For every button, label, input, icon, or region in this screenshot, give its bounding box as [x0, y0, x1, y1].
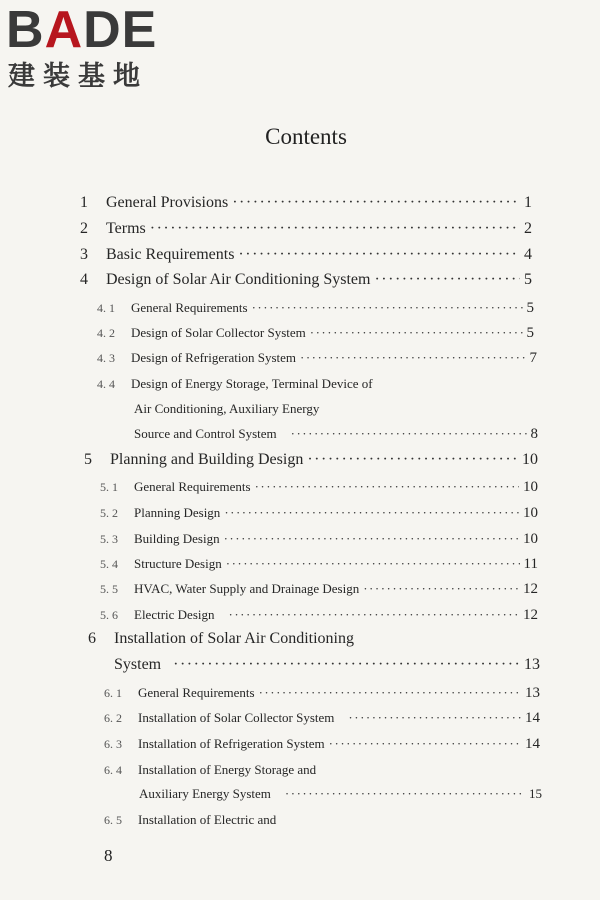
entry-title-line-1: Installation of Electric and: [138, 812, 277, 827]
toc-entry: [97, 350, 537, 367]
toc-entry: [80, 271, 532, 289]
entry-number: 5. 2: [100, 506, 118, 520]
entry-number: 4. 3: [97, 351, 115, 365]
leader-dots: [252, 300, 523, 316]
entry-title: Electric Design: [134, 607, 215, 622]
toc-entry: [104, 736, 540, 753]
toc-entry-multiline: [104, 812, 276, 828]
entry-number: 4: [80, 271, 88, 288]
entry-page: 10: [523, 479, 538, 495]
entry-number: 1: [80, 194, 88, 211]
entry-number: 5. 3: [100, 532, 118, 546]
toc-entry: [100, 607, 538, 624]
leader-dots: [255, 479, 519, 495]
entry-page: 14: [525, 710, 540, 726]
entry-title: Design of Refrigeration System: [131, 350, 296, 365]
toc-entry: [100, 581, 538, 598]
entry-title: Design of Solar Air Conditioning System: [106, 271, 371, 288]
entry-number: 6. 5: [104, 813, 122, 827]
entry-title: HVAC, Water Supply and Drainage Design: [134, 581, 360, 596]
toc-entry: [80, 220, 532, 238]
entry-title: Installation of Solar Collector System: [138, 710, 335, 725]
entry-page: 8: [530, 426, 538, 442]
entry-page: 2: [524, 220, 532, 237]
entry-number: 5. 1: [100, 480, 118, 494]
toc-entry-multiline: [104, 762, 316, 778]
entry-number: 4. 2: [97, 326, 115, 340]
entry-page: 15: [529, 786, 542, 801]
toc-entry: [104, 710, 540, 727]
entry-number: 6. 2: [104, 711, 122, 725]
entry-title: Planning Design: [134, 505, 221, 520]
toc-entry: [100, 479, 538, 496]
toc-entry: [97, 325, 534, 342]
entry-number: 5. 4: [100, 557, 118, 571]
entry-page: 13: [524, 656, 540, 673]
entry-title: General Requirements: [138, 685, 255, 700]
entry-page: 10: [523, 531, 538, 547]
leader-dots: [150, 220, 520, 238]
entry-title: Basic Requirements: [106, 246, 235, 263]
entry-title-line-1: Design of Energy Storage, Terminal Device of: [131, 376, 373, 391]
entry-page: 10: [522, 451, 538, 468]
toc-entry: [97, 300, 534, 317]
toc-entry: [84, 451, 538, 469]
entry-title-line-2: Air Conditioning, Auxiliary Energy: [134, 401, 320, 416]
entry-number: 4. 1: [97, 301, 115, 315]
entry-page: 12: [523, 581, 538, 597]
entry-page: 13: [525, 685, 540, 701]
entry-title: Design of Solar Collector System: [131, 325, 306, 340]
entry-page: 4: [524, 246, 532, 263]
toc-entry: [100, 505, 538, 522]
entry-number: 4. 4: [97, 377, 115, 391]
leader-dots: [285, 786, 525, 802]
leader-dots: [363, 581, 519, 597]
entry-title: Terms: [106, 220, 146, 237]
entry-title: General Provisions: [106, 194, 229, 211]
entry-number: 6. 3: [104, 737, 122, 751]
leader-dots: [232, 194, 520, 212]
page-number: 8: [104, 846, 113, 865]
entry-number: 3: [80, 246, 88, 263]
leader-dots: [238, 246, 520, 264]
leader-dots: [300, 350, 526, 366]
leader-dots: [224, 505, 519, 521]
entry-page: 10: [523, 505, 538, 521]
leader-dots: [348, 710, 521, 726]
toc-entry-multiline: [88, 630, 354, 648]
leader-dots: [329, 736, 521, 752]
entry-number: 6. 4: [104, 763, 122, 777]
leader-dots: [307, 451, 518, 469]
entry-title: General Requirements: [131, 300, 248, 315]
toc-entry: [104, 685, 540, 702]
entry-title-line-2: Auxiliary Energy System: [139, 786, 271, 801]
toc-entry-continuation: [134, 426, 538, 443]
toc-entry-multiline: [97, 376, 373, 392]
entry-number: 6: [88, 630, 96, 647]
toc-entry: [100, 531, 538, 548]
entry-title-line-3: Source and Control System: [134, 426, 277, 441]
entry-title: Installation of Refrigeration System: [138, 736, 325, 751]
leader-dots: [229, 607, 520, 623]
toc-entry: [80, 246, 532, 264]
entry-title: Structure Design: [134, 556, 222, 571]
entry-number: 6. 1: [104, 686, 122, 700]
toc-entry: [100, 556, 538, 573]
logo-subtitle: 建装基地: [8, 61, 148, 92]
leader-dots: [291, 426, 527, 442]
entry-title-line-1: Installation of Solar Air Conditioning: [114, 630, 354, 647]
leader-dots: [173, 656, 520, 674]
entry-title-line-2: System: [114, 656, 162, 673]
entry-number: 5. 5: [100, 582, 118, 596]
entry-number: 2: [80, 220, 88, 237]
entry-title: Planning and Building Design: [110, 451, 304, 468]
entry-title: Building Design: [134, 531, 220, 546]
toc-entry-continuation: [139, 786, 542, 802]
toc-entry-continuation: [114, 656, 540, 674]
entry-page: 5: [526, 300, 534, 316]
entry-page: 1: [524, 194, 532, 211]
entry-page: 11: [523, 556, 538, 572]
leader-dots: [310, 325, 523, 341]
entry-number: 5: [84, 451, 92, 468]
logo-wordmark: BADE: [6, 1, 158, 59]
entry-title-line-1: Installation of Energy Storage and: [138, 762, 317, 777]
page-title: Contents: [265, 124, 347, 149]
entry-page: 12: [523, 607, 538, 623]
entry-page: 7: [529, 350, 537, 366]
leader-dots: [374, 271, 520, 289]
entry-page: 14: [525, 736, 540, 752]
entry-title: General Requirements: [134, 479, 251, 494]
entry-page: 5: [526, 325, 534, 341]
entry-number: 5. 6: [100, 608, 118, 622]
leader-dots: [259, 685, 521, 701]
leader-dots: [224, 531, 519, 547]
leader-dots: [226, 556, 520, 572]
entry-page: 5: [524, 271, 532, 288]
toc-entry: [80, 194, 532, 212]
